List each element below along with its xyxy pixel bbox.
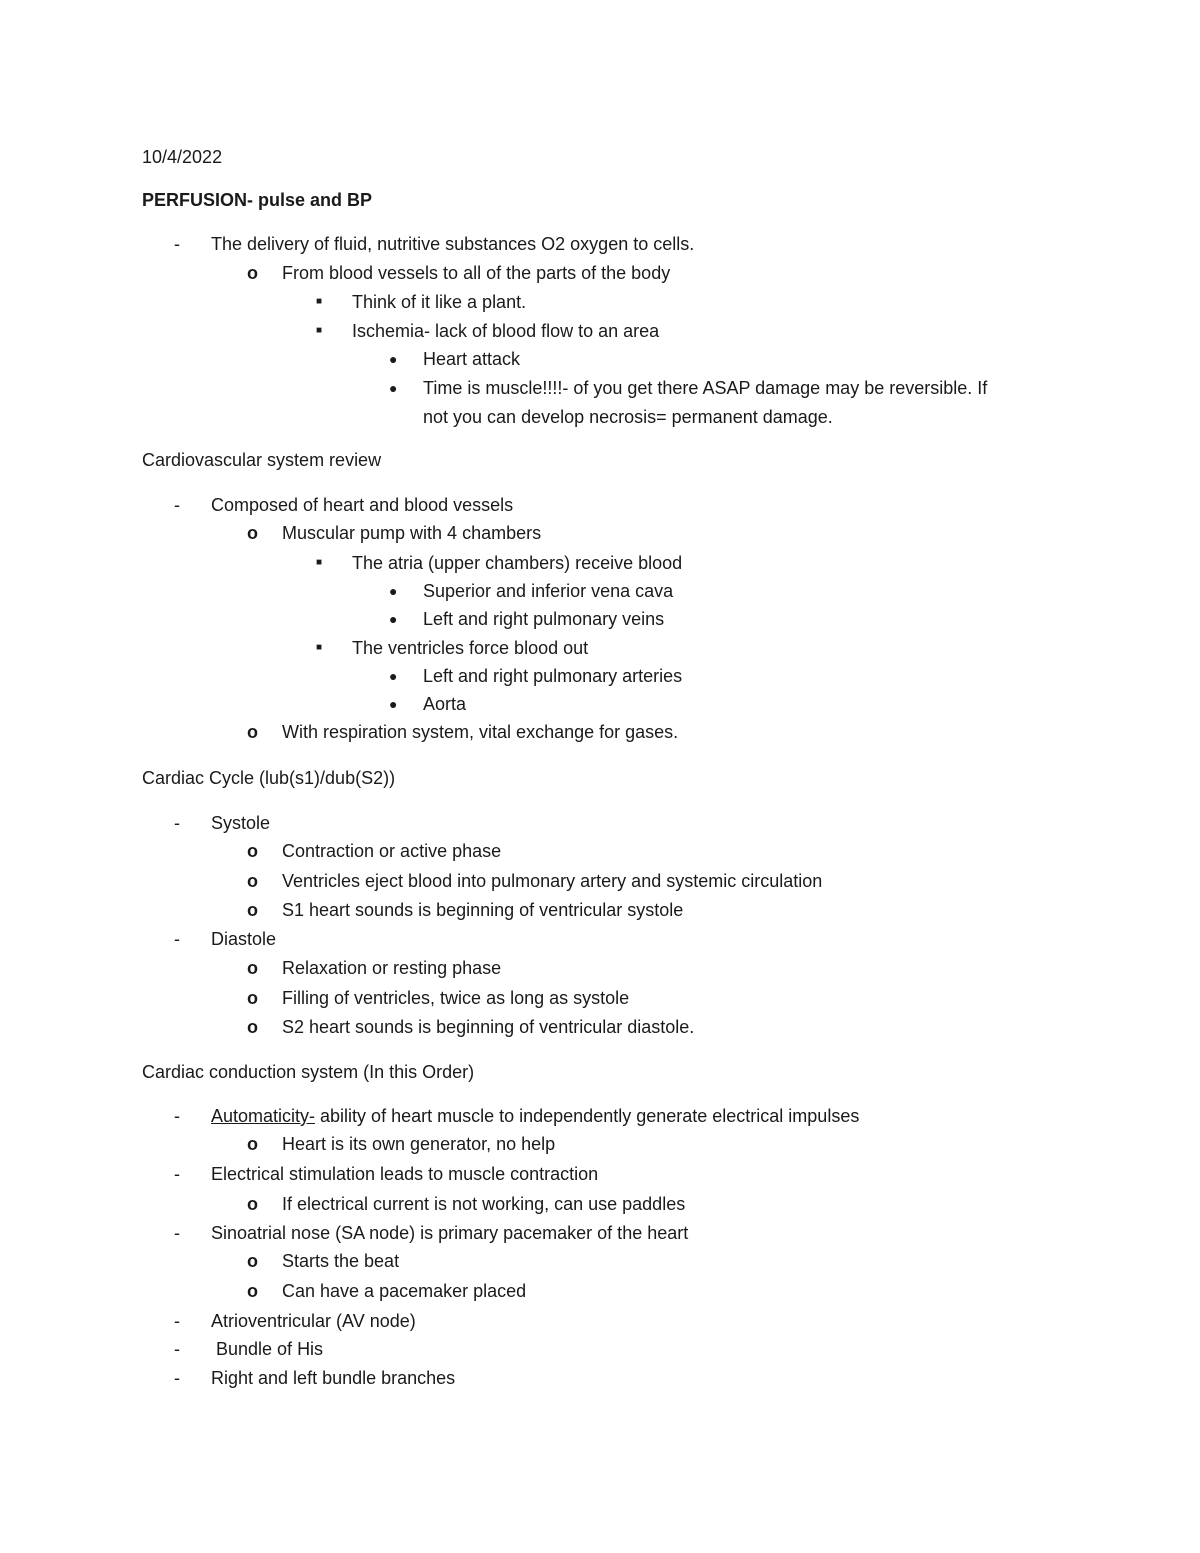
list-item: Contraction or active phase [282, 841, 502, 861]
list-item: If electrical current is not working, can use paddles [282, 1194, 686, 1214]
dash-bullet: - [174, 234, 180, 254]
list-item: Composed of heart and blood vessels [211, 495, 514, 515]
list-item: Muscular pump with 4 chambers [282, 523, 542, 543]
dash-bullet: - [174, 1164, 180, 1184]
circle-bullet: o [247, 722, 258, 742]
circle-bullet: o [247, 1281, 258, 1301]
list-item: Right and left bundle branches [211, 1368, 456, 1388]
circle-bullet: o [247, 1134, 258, 1154]
circle-bullet: o [247, 871, 258, 891]
dash-bullet: - [174, 1311, 180, 1331]
dot-bullet: ● [389, 351, 398, 367]
list-item: Ischemia- lack of blood flow to an area [352, 321, 660, 341]
list-item: Starts the beat [282, 1251, 400, 1271]
dash-bullet: - [174, 929, 180, 949]
date: 10/4/2022 [142, 147, 223, 167]
square-bullet: ■ [316, 325, 323, 336]
dash-bullet: - [174, 1339, 180, 1359]
section-title-cardiovascular: Cardiovascular system review [142, 450, 382, 470]
dash-bullet: - [174, 495, 180, 515]
dash-bullet: - [174, 1106, 180, 1126]
list-item: Ventricles eject blood into pulmonary artery and systemic circulation [282, 871, 823, 891]
automaticity-term: Automaticity- [211, 1106, 316, 1126]
square-bullet: ■ [316, 296, 323, 307]
section-title-perfusion: PERFUSION- pulse and BP [142, 190, 373, 210]
list-item: Aorta [423, 694, 467, 714]
list-item: Think of it like a plant. [352, 292, 527, 312]
list-item: Sinoatrial nose (SA node) is primary pacemaker of the heart [211, 1223, 689, 1243]
list-item: From blood vessels to all of the parts of the body [282, 263, 671, 283]
circle-bullet: o [247, 988, 258, 1008]
list-item: Systole [211, 813, 271, 833]
section-title-cardiac-cycle: Cardiac Cycle (lub(s1)/dub(S2)) [142, 768, 396, 788]
list-item: S2 heart sounds is beginning of ventricular diastole. [282, 1017, 695, 1037]
circle-bullet: o [247, 523, 258, 543]
dash-bullet: - [174, 1368, 180, 1388]
square-bullet: ■ [316, 557, 323, 568]
dash-bullet: - [174, 813, 180, 833]
circle-bullet: o [247, 958, 258, 978]
list-item-continuation: not you can develop necrosis= permanent damage. [423, 407, 833, 427]
list-item: Can have a pacemaker placed [282, 1281, 527, 1301]
automaticity-definition: ability of heart muscle to independently generate electrical impulses [315, 1106, 860, 1126]
circle-bullet: o [247, 1194, 258, 1214]
list-item: Time is muscle!!!!- of you get there ASAP damage may be reversible. If [423, 378, 988, 398]
list-item: Heart is its own generator, no help [282, 1134, 556, 1154]
square-bullet: ■ [316, 642, 323, 653]
list-item: With respiration system, vital exchange for gases. [282, 722, 679, 742]
list-item: S1 heart sounds is beginning of ventricular systole [282, 900, 684, 920]
circle-bullet: o [247, 900, 258, 920]
list-item: Relaxation or resting phase [282, 958, 502, 978]
list-item: Heart attack [423, 349, 521, 369]
list-item-automaticity [211, 1104, 859, 1128]
list-item: The atria (upper chambers) receive blood [352, 553, 683, 573]
dot-bullet: ● [389, 583, 398, 599]
dot-bullet: ● [389, 696, 398, 712]
list-item: The ventricles force blood out [352, 638, 589, 658]
dot-bullet: ● [389, 611, 398, 627]
circle-bullet: o [247, 841, 258, 861]
list-item: The delivery of fluid, nutritive substances O2 oxygen to cells. [211, 234, 695, 254]
list-item: Filling of ventricles, twice as long as systole [282, 988, 630, 1008]
dash-bullet: - [174, 1223, 180, 1243]
circle-bullet: o [247, 1251, 258, 1271]
circle-bullet: o [247, 263, 258, 283]
list-item: Atrioventricular (AV node) [211, 1311, 416, 1331]
dot-bullet: ● [389, 380, 398, 396]
list-item: Bundle of His [211, 1339, 324, 1359]
list-item: Electrical stimulation leads to muscle contraction [211, 1164, 599, 1184]
section-title-conduction: Cardiac conduction system (In this Order) [142, 1062, 475, 1082]
list-item: Left and right pulmonary arteries [423, 666, 683, 686]
circle-bullet: o [247, 1017, 258, 1037]
list-item: Diastole [211, 929, 277, 949]
list-item: Left and right pulmonary veins [423, 609, 665, 629]
dot-bullet: ● [389, 668, 398, 684]
list-item: Superior and inferior vena cava [423, 581, 674, 601]
